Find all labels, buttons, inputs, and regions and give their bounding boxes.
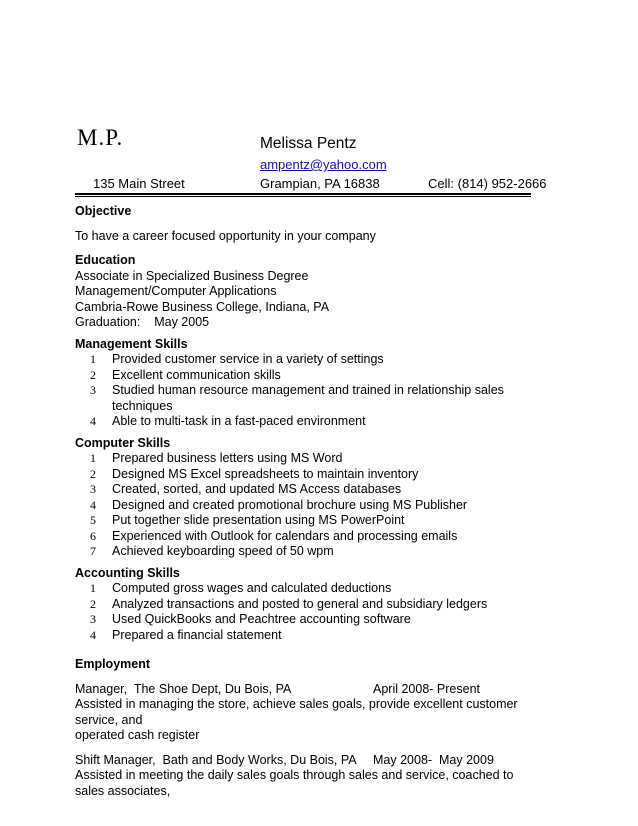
list-item: 1 Prepared business letters using MS Word xyxy=(90,451,343,465)
management-skills-list xyxy=(75,352,545,430)
list-item: 4 Able to multi-task in a fast-paced environment xyxy=(90,414,366,428)
cell-phone: Cell: (814) 952-2666 xyxy=(428,176,547,191)
accounting-skills-heading: Accounting Skills xyxy=(75,565,180,580)
list-item: 1 Provided customer service in a variety of settings xyxy=(90,352,384,366)
list-item: 4 Prepared a financial statement xyxy=(90,627,282,642)
job-title: Shift Manager, Bath and Body Works, Du Bois, PA xyxy=(75,752,357,767)
education-line: Associate in Specialized Business Degree xyxy=(75,268,309,283)
job-description-line: Assisted in managing the store, achieve sales goals, provide excellent customer service, and xyxy=(75,697,518,727)
job-description-line: Assisted in meeting the daily sales goals through sales and service, coached to sales associates, xyxy=(75,768,514,798)
computer-skills-list xyxy=(75,451,545,560)
list-item: 2 Designed MS Excel spreadsheets to maintain inventory xyxy=(90,466,419,481)
list-item: 2 Excellent communication skills xyxy=(90,367,281,382)
objective-text: To have a career focused opportunity in your company xyxy=(75,228,376,243)
list-item: 5 Put together slide presentation using MS PowerPoint xyxy=(90,513,405,527)
list-item: 1 Computed gross wages and calculated deductions xyxy=(90,581,392,595)
job-header xyxy=(75,682,545,698)
education-line: Management/Computer Applications xyxy=(75,284,277,298)
education-heading: Education xyxy=(75,253,136,267)
email-link[interactable]: ampentz@yahoo.com xyxy=(260,157,387,172)
objective-heading: Objective xyxy=(75,204,132,218)
header-divider-thin xyxy=(75,196,531,197)
job-title: Manager, The Shoe Dept, Du Bois, PA xyxy=(75,681,292,696)
list-item: 2 Analyzed transactions and posted to general and subsidiary ledgers xyxy=(90,596,488,611)
list-item: 4 Designed and created promotional brochure using MS Publisher xyxy=(90,497,468,512)
full-name: Melissa Pentz xyxy=(260,135,357,152)
job-dates: April 2008- Present xyxy=(373,681,481,696)
accounting-skills-list xyxy=(75,581,545,643)
resume-body xyxy=(75,204,545,799)
education-line: Graduation: May 2005 xyxy=(75,315,210,329)
list-item: 3 Used QuickBooks and Peachtree accounting software xyxy=(90,612,411,626)
job-description-line: operated cash register xyxy=(75,728,200,742)
list-item: 6 Experienced with Outlook for calendars and processing emails xyxy=(90,528,458,543)
management-skills-heading: Management Skills xyxy=(75,336,188,351)
education-line: Cambria-Rowe Business College, Indiana, PA xyxy=(75,299,330,314)
list-item: 3 Studied human resource management and trained in relationship sales techniques xyxy=(90,383,504,413)
street-address: 135 Main Street xyxy=(93,176,185,191)
employment-heading: Employment xyxy=(75,657,151,671)
city-address: Grampian, PA 16838 xyxy=(260,176,380,191)
initials-logo: M.P. xyxy=(77,125,124,150)
computer-skills-heading: Computer Skills xyxy=(75,435,171,450)
list-item: 3 Created, sorted, and updated MS Access databases xyxy=(90,482,402,496)
job-header xyxy=(75,753,545,769)
job-dates: May 2008- May 2009 xyxy=(373,752,494,767)
list-item: 7 Achieved keyboarding speed of 50 wpm xyxy=(90,544,334,558)
header-divider xyxy=(75,193,531,195)
